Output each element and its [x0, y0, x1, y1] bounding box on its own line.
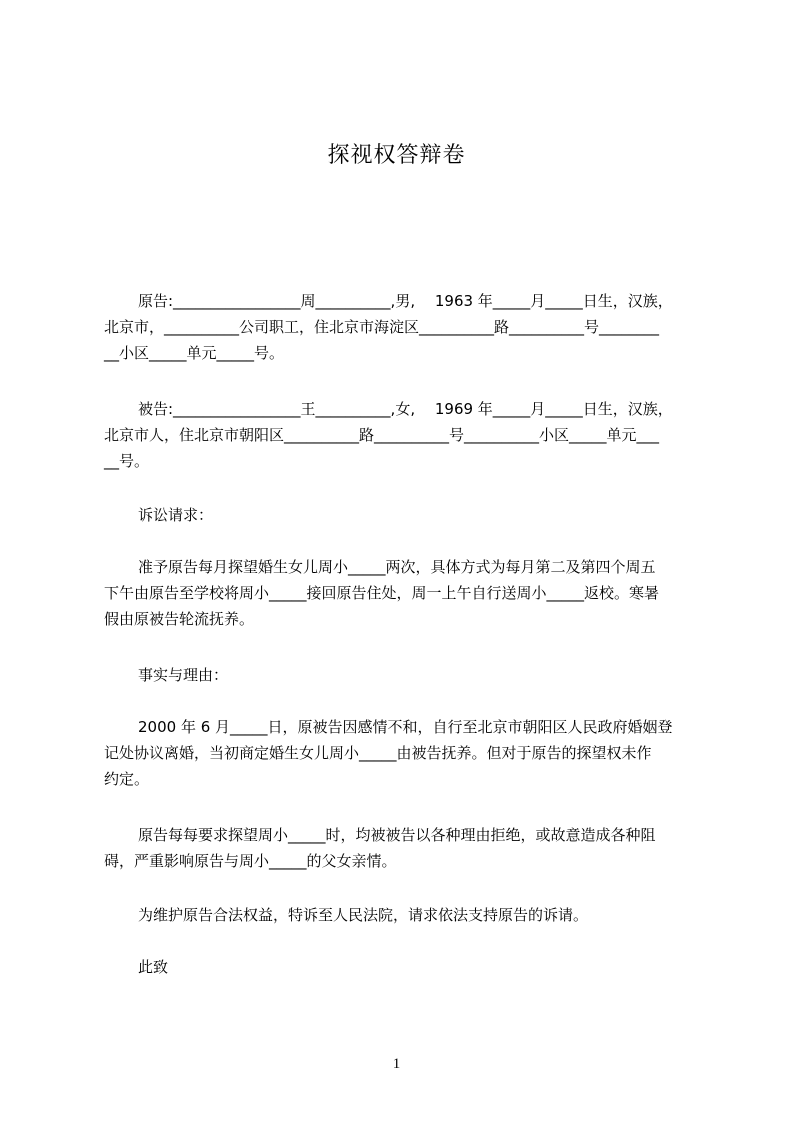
closing-line: 此致 — [138, 958, 169, 976]
claims-line-2: 下午由原告至学校将周小_____接回原告住处，周一上午自行送周小_____返校。寒暑 — [104, 584, 660, 602]
claims-line-1: 准予原告每月探望婚生女儿周小_____两次，具体方式为每月第二及第四个周五 — [138, 558, 656, 576]
conclusion-line: 为维护原告合法权益，特诉至人民法院，请求依法支持原告的诉请。 — [138, 906, 589, 924]
document-title: 探视权答辩卷 — [327, 143, 466, 168]
defendant-line-1: 被告:_________________王__________,女, 1969 年_____月_____日生，汉族， — [138, 400, 673, 418]
facts-paragraph-1 — [104, 714, 700, 792]
facts-2-line-2: 碍，严重影响原告与周小_____的父女亲情。 — [104, 852, 397, 870]
claims-heading — [104, 502, 700, 528]
facts-heading-text: 事实与理由： — [138, 666, 229, 684]
facts-1-line-2: 记处协议离婚，当初商定婚生女儿周小_____由被告抚养。但对于原告的探望权未作 — [104, 744, 652, 762]
plaintiff-line-2: 北京市，__________公司职工，住北京市海淀区__________路__________号________ — [104, 318, 660, 336]
defendant-line-2: 北京市人，住北京市朝阳区__________路__________号__________小区_____单元___ — [104, 426, 660, 444]
claims-heading-text: 诉讼请求： — [138, 506, 214, 524]
facts-paragraph-2 — [104, 822, 700, 874]
conclusion-paragraph — [104, 902, 700, 928]
claims-paragraph — [104, 554, 700, 632]
page-number: 1 — [392, 1056, 401, 1072]
defendant-paragraph — [104, 396, 700, 474]
facts-2-line-1: 原告每每要求探望周小_____时，均被被告以各种理由拒绝，或故意造成各种阻 — [138, 826, 656, 844]
plaintiff-line-3: __小区_____单元_____号。 — [104, 344, 285, 362]
closing-paragraph — [104, 954, 700, 980]
defendant-line-3: __号。 — [104, 452, 150, 470]
plaintiff-paragraph — [104, 288, 700, 366]
claims-line-3: 假由原被告轮流抚养。 — [104, 610, 255, 628]
plaintiff-line-1: 原告:_________________周__________,男, 1963 年_____月_____日生，汉族， — [138, 292, 673, 310]
facts-1-line-1: 2000 年 6 月_____日，原被告因感情不和，自行至北京市朝阳区人民政府婚姻登 — [138, 718, 673, 736]
facts-1-line-3: 约定。 — [104, 770, 150, 788]
facts-heading — [104, 662, 700, 688]
